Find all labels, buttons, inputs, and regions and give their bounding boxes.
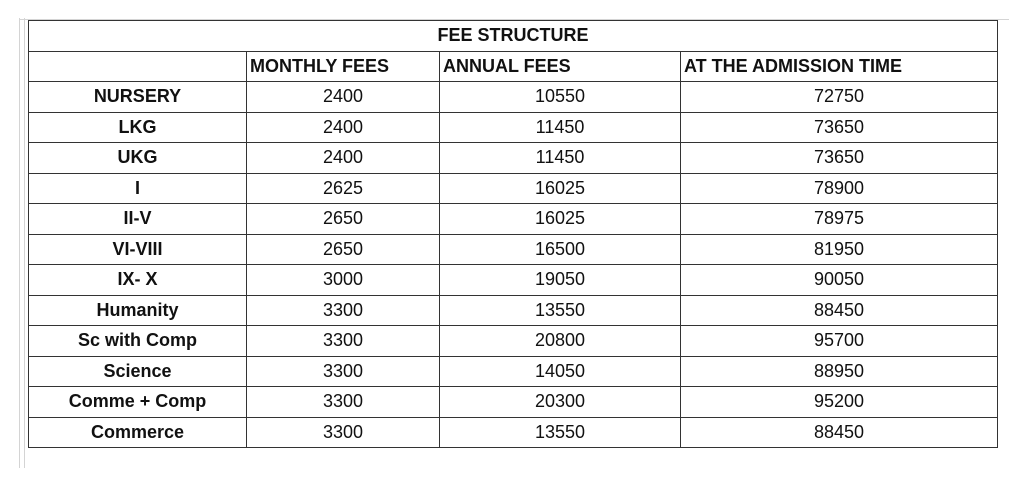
monthly-fee-cell[interactable]: 3300 [247, 387, 440, 418]
monthly-fee-cell[interactable]: 3300 [247, 356, 440, 387]
annual-fee-cell[interactable]: 16025 [440, 204, 681, 235]
table-row [29, 295, 998, 326]
admission-fee-cell[interactable]: 78900 [681, 173, 998, 204]
admission-fee-cell[interactable]: 95200 [681, 387, 998, 418]
class-cell[interactable]: II-V [29, 204, 247, 235]
admission-fee-cell[interactable]: 90050 [681, 265, 998, 296]
monthly-fee-cell[interactable]: 2625 [247, 173, 440, 204]
annual-fee-cell[interactable]: 13550 [440, 417, 681, 448]
admission-fee-cell[interactable]: 88450 [681, 417, 998, 448]
header-row [29, 51, 998, 82]
monthly-fee-cell[interactable]: 2650 [247, 204, 440, 235]
admission-fee-cell[interactable]: 78975 [681, 204, 998, 235]
annual-fee-cell[interactable]: 20300 [440, 387, 681, 418]
annual-fee-cell[interactable]: 19050 [440, 265, 681, 296]
table-title[interactable]: FEE STRUCTURE [29, 21, 998, 52]
class-cell[interactable]: VI-VIII [29, 234, 247, 265]
monthly-fee-cell[interactable]: 3300 [247, 326, 440, 357]
monthly-fee-cell[interactable]: 2400 [247, 143, 440, 174]
class-cell[interactable]: Science [29, 356, 247, 387]
table-row [29, 173, 998, 204]
monthly-fee-cell[interactable]: 2650 [247, 234, 440, 265]
table-row [29, 143, 998, 174]
annual-fee-cell[interactable]: 16025 [440, 173, 681, 204]
monthly-fee-cell[interactable]: 2400 [247, 82, 440, 113]
table-row [29, 356, 998, 387]
class-cell[interactable]: NURSERY [29, 82, 247, 113]
class-cell[interactable]: LKG [29, 112, 247, 143]
table-row [29, 234, 998, 265]
annual-fee-cell[interactable]: 13550 [440, 295, 681, 326]
monthly-fee-cell[interactable]: 3000 [247, 265, 440, 296]
class-cell[interactable]: IX- X [29, 265, 247, 296]
annual-fee-cell[interactable]: 20800 [440, 326, 681, 357]
monthly-fee-cell[interactable]: 2400 [247, 112, 440, 143]
fee-structure-table [28, 20, 998, 448]
table-row [29, 204, 998, 235]
annual-fee-cell[interactable]: 14050 [440, 356, 681, 387]
admission-fee-cell[interactable]: 73650 [681, 112, 998, 143]
gridline [19, 18, 20, 468]
admission-fee-cell[interactable]: 95700 [681, 326, 998, 357]
class-cell[interactable]: I [29, 173, 247, 204]
admission-fee-cell[interactable]: 73650 [681, 143, 998, 174]
header-monthly-fees[interactable]: MONTHLY FEES [247, 51, 440, 82]
table-row [29, 417, 998, 448]
class-cell[interactable]: Humanity [29, 295, 247, 326]
class-cell[interactable]: Commerce [29, 417, 247, 448]
class-cell[interactable]: Sc with Comp [29, 326, 247, 357]
table-row [29, 265, 998, 296]
admission-fee-cell[interactable]: 81950 [681, 234, 998, 265]
annual-fee-cell[interactable]: 16500 [440, 234, 681, 265]
header-cell-class[interactable] [29, 51, 247, 82]
table-row [29, 387, 998, 418]
annual-fee-cell[interactable]: 11450 [440, 143, 681, 174]
admission-fee-cell[interactable]: 72750 [681, 82, 998, 113]
header-annual-fees[interactable]: ANNUAL FEES [440, 51, 681, 82]
admission-fee-cell[interactable]: 88950 [681, 356, 998, 387]
table-row [29, 112, 998, 143]
table-row [29, 82, 998, 113]
header-admission-time[interactable]: AT THE ADMISSION TIME [681, 51, 998, 82]
annual-fee-cell[interactable]: 11450 [440, 112, 681, 143]
annual-fee-cell[interactable]: 10550 [440, 82, 681, 113]
table-row [29, 326, 998, 357]
title-row [29, 21, 998, 52]
admission-fee-cell[interactable]: 88450 [681, 295, 998, 326]
monthly-fee-cell[interactable]: 3300 [247, 417, 440, 448]
gridline [24, 18, 25, 468]
class-cell[interactable]: UKG [29, 143, 247, 174]
class-cell[interactable]: Comme + Comp [29, 387, 247, 418]
monthly-fee-cell[interactable]: 3300 [247, 295, 440, 326]
